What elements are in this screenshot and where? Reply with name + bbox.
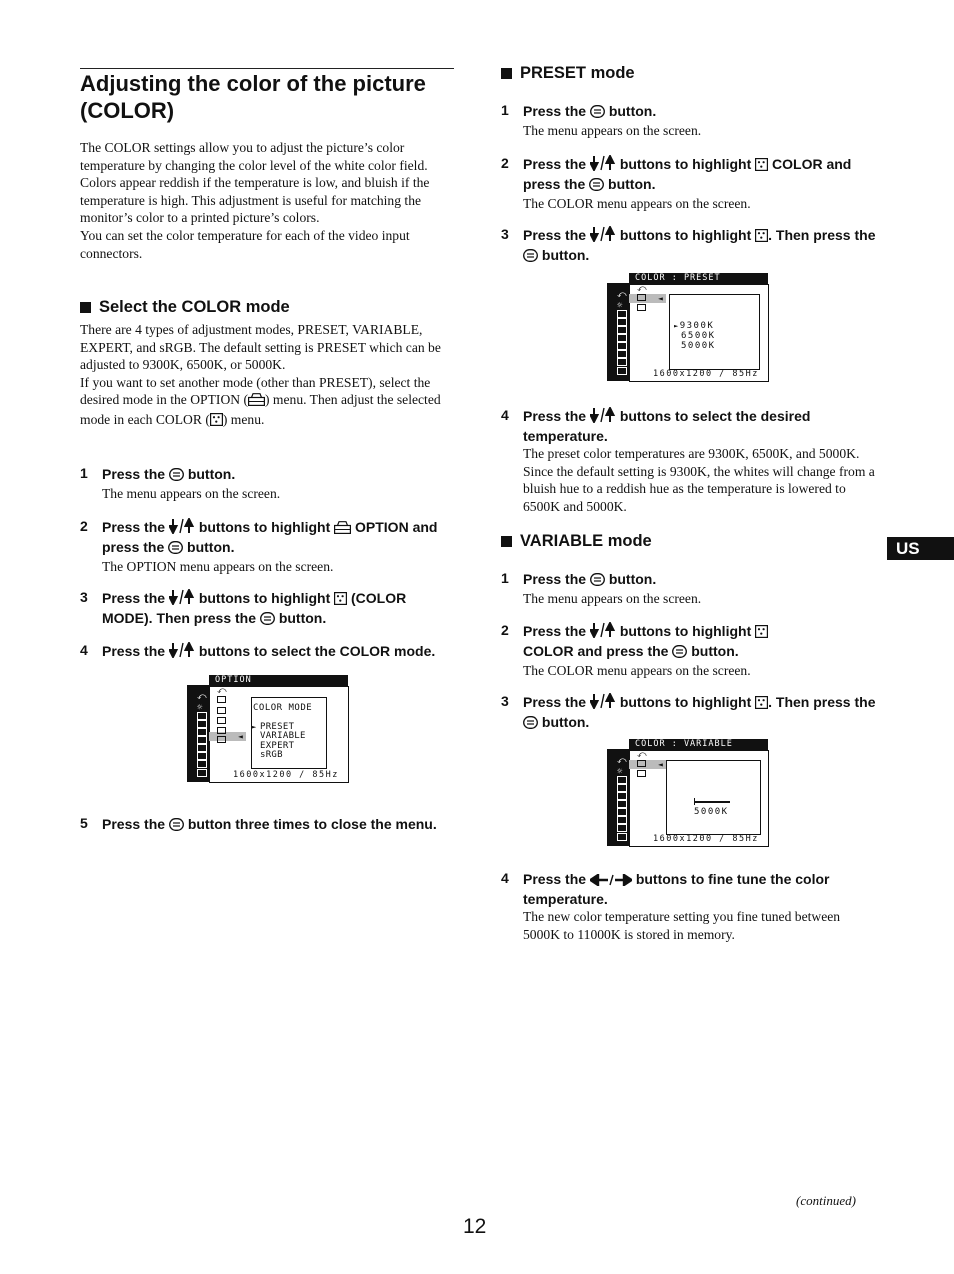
osd-title: OPTION xyxy=(209,675,348,686)
osd-submenu-icon xyxy=(637,294,646,301)
select-mode-paragraph-1: There are 4 types of adjustment modes, PRESET, VARIABLE, EXPERT, and sRGB. The default setting is PRESET which can be adjusted to 9300K, 6500K, or 5000K. xyxy=(80,322,441,373)
menu-button-icon xyxy=(590,104,605,122)
osd-option-variable: VARIABLE xyxy=(260,731,306,742)
intro-paragraph-1: The COLOR settings allow you to adjust the picture’s color temperature by changing the color level of the white color field. Colors appear reddish if the temperature is low, and bluish if the temperature is high. This adjustment is useful for matching the monitor’s color to a printed picture’s colors. xyxy=(80,140,430,226)
osd-submenu-icon: ⤺ xyxy=(637,750,647,760)
osd-option-list xyxy=(252,723,326,761)
preset-step-2: 2 Press the buttons to highlight COLOR and press the button. The COLOR menu appears on the screen. xyxy=(501,155,852,211)
osd-menu-icon xyxy=(197,769,207,777)
osd-menu-icon xyxy=(617,334,627,342)
up-down-arrow-icon xyxy=(169,589,195,609)
osd-menu-icon: ☼ xyxy=(617,301,623,311)
color-icon xyxy=(755,624,768,642)
osd-submenu-icon xyxy=(217,696,226,703)
square-bullet-icon xyxy=(80,302,91,313)
select-step-3: 3 Press the buttons to highlight (COLOR MODE). Then press the button. xyxy=(80,589,460,629)
section-preset xyxy=(501,64,881,83)
osd-title: COLOR : VARIABLE xyxy=(629,739,768,750)
osd-footer: 1600x1200 / 85Hz xyxy=(653,369,759,379)
color-icon xyxy=(755,157,768,175)
section-select-color-mode xyxy=(80,298,460,431)
osd-submenu-icon xyxy=(217,736,226,743)
up-down-arrow-icon xyxy=(169,518,195,538)
osd-menu-icon: ⤺ xyxy=(617,290,627,300)
continued-note: (continued) xyxy=(796,1193,856,1208)
osd-menu-icon xyxy=(617,367,627,375)
osd-panel xyxy=(666,760,761,835)
osd-menu-icon xyxy=(617,800,627,808)
osd-pointer-icon: ◄ xyxy=(658,294,663,303)
preset-step-1: 1 Press the button. The menu appears on the screen. xyxy=(501,102,702,138)
osd-option-5000k: 5000K xyxy=(681,340,716,351)
section-heading: PRESET mode xyxy=(501,64,881,83)
color-icon xyxy=(210,413,223,431)
menu-button-icon xyxy=(260,611,275,629)
osd-menu-icon xyxy=(197,712,207,720)
menu-button-icon xyxy=(169,817,184,835)
osd-menu-icon: ☼ xyxy=(197,703,203,713)
osd-preset-menu xyxy=(607,273,768,381)
osd-pointer-icon: ◄ xyxy=(238,732,243,741)
osd-menu-icon xyxy=(617,816,627,824)
up-down-arrow-icon xyxy=(590,622,616,642)
preset-step-4: 4 Press the buttons to select the desired temperature. The preset color temperatures are 9300K, 6500K, and 5000K. Since the default setting is 9300K, the whites will change from a bluish hue to a reddish hue as the temperature is lowered to 6500K and 5000K. xyxy=(501,407,875,514)
variable-step-3: 3 Press the buttons to highlight . Then press the button. xyxy=(501,693,881,733)
select-step-2: 2 Press the buttons to highlight OPTION and press the button. The OPTION menu appears on the screen. xyxy=(80,518,438,574)
osd-panel xyxy=(669,294,760,370)
language-tab: US xyxy=(887,537,954,560)
color-icon xyxy=(755,228,768,246)
up-down-arrow-icon xyxy=(590,693,616,713)
menu-button-icon xyxy=(672,644,687,662)
osd-pointer-icon: ◄ xyxy=(658,760,663,769)
osd-submenu-icon: ⤺ xyxy=(217,686,227,696)
square-bullet-icon xyxy=(501,68,512,79)
osd-menu-icon xyxy=(617,342,627,350)
osd-menu-icon: ⤺ xyxy=(617,756,627,766)
osd-submenu-icon xyxy=(217,717,226,724)
menu-button-icon xyxy=(590,572,605,590)
section-heading: Select the COLOR mode xyxy=(80,298,460,317)
osd-menu-icon xyxy=(617,776,627,784)
section-heading: VARIABLE mode xyxy=(501,532,881,551)
color-icon xyxy=(755,695,768,713)
osd-menu-icon: ☼ xyxy=(617,767,623,777)
pointer-icon: ► xyxy=(252,722,257,731)
osd-menu-icon xyxy=(617,792,627,800)
osd-menu-icon xyxy=(197,736,207,744)
osd-option-6500k: 6500K xyxy=(681,330,716,341)
menu-button-icon xyxy=(168,540,183,558)
osd-menu-icon xyxy=(197,760,207,768)
menu-button-icon xyxy=(523,715,538,733)
osd-submenu-icon: ⤺ xyxy=(637,284,647,294)
menu-button-icon xyxy=(523,248,538,266)
variable-step-1: 1 Press the button. The menu appears on the screen. xyxy=(501,570,702,606)
osd-option-menu xyxy=(187,675,348,782)
osd-menu-icon xyxy=(617,310,627,318)
osd-submenu-icon xyxy=(217,707,226,714)
osd-menu-icon xyxy=(617,824,627,832)
osd-menu-icon xyxy=(197,720,207,728)
osd-option-9300k: ►9300K xyxy=(674,321,715,331)
menu-button-icon xyxy=(589,177,604,195)
variable-step-4: 4 Press the buttons to fine tune the color temperature. The new color temperature setting you fine tuned between 5000K to 11000K is stored in memory. xyxy=(501,870,841,942)
pointer-icon: ► xyxy=(674,322,680,330)
preset-step-3: 3 Press the buttons to highlight . Then press the button. xyxy=(501,226,881,266)
osd-menu-icon xyxy=(617,318,627,326)
osd-menu-icon xyxy=(617,326,627,334)
osd-menu-icon xyxy=(617,808,627,816)
select-step-1: 1 Press the button. The menu appears on the screen. xyxy=(80,465,281,501)
select-mode-paragraph-2: If you want to set another mode (other than PRESET), select the desired mode in the OPTION ( ) menu. Then adjust the selected mode in each COLOR ( ) menu. xyxy=(80,374,460,431)
slider-marker xyxy=(694,798,695,805)
osd-footer: 1600x1200 / 85Hz xyxy=(653,834,759,844)
osd-footer: 1600x1200 / 85Hz xyxy=(233,770,339,780)
osd-menu-icon xyxy=(617,833,627,841)
osd-submenu-icon xyxy=(637,760,646,767)
osd-option-list xyxy=(670,295,759,351)
intro xyxy=(80,139,460,262)
page-title: Adjusting the color of the picture (COLOR) xyxy=(80,71,426,123)
menu-button-icon xyxy=(169,467,184,485)
osd-menu-icon xyxy=(617,350,627,358)
up-down-arrow-icon xyxy=(590,155,616,175)
osd-submenu-icon xyxy=(637,304,646,311)
osd-variable-menu xyxy=(607,739,768,846)
section-variable xyxy=(501,532,881,551)
select-step-5: 5 Press the button three times to close the menu. xyxy=(80,815,480,835)
osd-menu-icon: ⤺ xyxy=(197,692,207,702)
page-number: 12 xyxy=(463,1215,487,1238)
up-down-arrow-icon xyxy=(169,642,195,662)
left-right-arrow-icon xyxy=(590,872,632,890)
osd-panel xyxy=(251,697,327,769)
osd-title: COLOR : PRESET xyxy=(629,273,768,284)
option-icon xyxy=(248,393,265,411)
title-rule xyxy=(80,68,454,69)
osd-menu-icon xyxy=(197,752,207,760)
slider-bar xyxy=(694,801,730,803)
intro-paragraph-2: You can set the color temperature for each of the video input connectors. xyxy=(80,227,410,261)
osd-option-preset: ► PRESET xyxy=(252,721,295,732)
osd-heading: COLOR MODE xyxy=(253,703,313,713)
osd-menu-icon xyxy=(617,358,627,366)
osd-submenu-icon xyxy=(217,727,226,734)
osd-menu-icon xyxy=(197,744,207,752)
select-step-4: 4 Press the buttons to select the COLOR mode. xyxy=(80,642,460,662)
up-down-arrow-icon xyxy=(590,226,616,246)
osd-submenu-icon xyxy=(637,770,646,777)
osd-option-srgb: sRGB xyxy=(260,750,283,761)
up-down-arrow-icon xyxy=(590,407,616,427)
osd-value: 5000K xyxy=(694,807,729,817)
osd-menu-icon xyxy=(197,728,207,736)
square-bullet-icon xyxy=(501,536,512,547)
option-icon xyxy=(334,520,351,538)
variable-step-2: 2 Press the buttons to highlight COLOR and press the button. The COLOR menu appears on the screen. xyxy=(501,622,791,680)
osd-option-expert: EXPERT xyxy=(260,740,295,751)
color-mode-icon xyxy=(334,591,347,609)
osd-menu-icon xyxy=(617,784,627,792)
